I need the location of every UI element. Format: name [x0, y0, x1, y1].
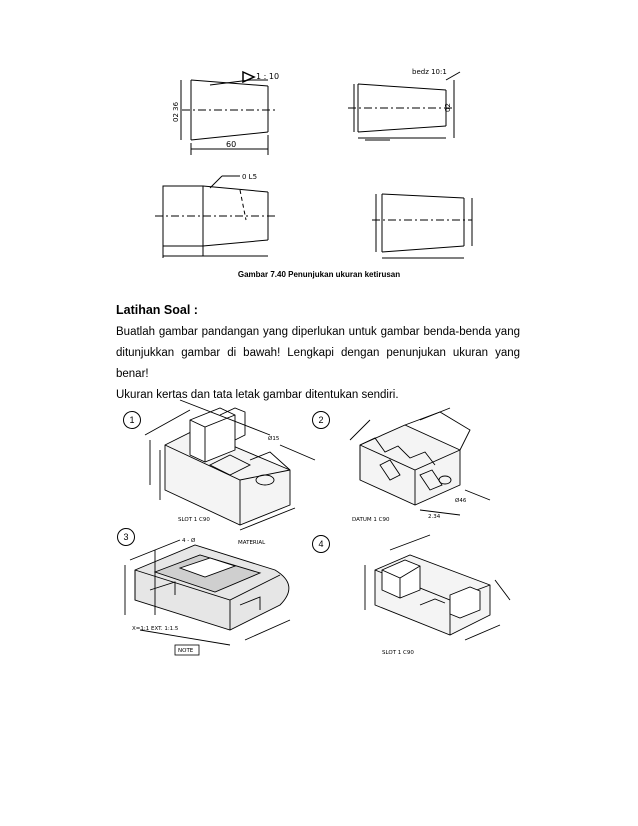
object-3-notes: X=1:1 EXT. 1:1.5: [132, 626, 179, 632]
object-3-label: NOTE: [178, 648, 194, 654]
taper-figure-c: [155, 176, 275, 258]
object-3-name: MATERIAL: [238, 540, 266, 546]
object-3-hole: 4 - Ø: [182, 538, 196, 544]
figure-caption: Gambar 7.40 Penunjukan ukuran ketirusan: [237, 270, 401, 279]
instruction-line-1: Buatlah gambar pandangan yang diperlukan untuk gambar benda-benda yang: [116, 326, 520, 338]
taper-figure-d: [372, 194, 472, 258]
exercise-marker-1: 1: [123, 411, 141, 429]
fig-c-callout: 0 L5: [242, 173, 258, 181]
fig-a-callout: 1 : 10: [256, 72, 280, 81]
object-1-dim: Ø15: [268, 436, 280, 442]
taper-drawings: [150, 60, 490, 270]
fig-b-dim: 02: [444, 103, 452, 112]
object-4-label: SLOT 1 C90: [382, 650, 414, 656]
exercise-heading: Latihan Soal :: [116, 303, 198, 317]
fig-a-height-dim: 02 36: [172, 101, 180, 122]
instruction-line-2: ditunjukkan gambar di bawah! Lengkapi dengan penunjukan ukuran yang benar!: [116, 347, 520, 380]
instruction-line-3: Ukuran kertas dan tata letak gambar ditentukan sendiri.: [116, 389, 399, 401]
exercise-marker-4: 4: [312, 535, 330, 553]
isometric-object-2: [350, 408, 490, 515]
isometric-object-1: [145, 400, 315, 530]
fig-a-length-dim: 60: [226, 140, 237, 149]
object-2-dim-b: 2.34: [428, 514, 441, 520]
exercise-marker-2: 2: [312, 411, 330, 429]
exercise-marker-3: 3: [117, 528, 135, 546]
object-1-label: SLOT 1 C90: [178, 517, 210, 523]
isometric-object-4: [365, 535, 510, 640]
isometric-objects: [120, 390, 530, 670]
fig-b-callout: bedz 10:1: [412, 68, 447, 76]
object-2-label: DATUM 1 C90: [352, 517, 390, 523]
object-2-dim-a: Ø46: [455, 498, 467, 504]
